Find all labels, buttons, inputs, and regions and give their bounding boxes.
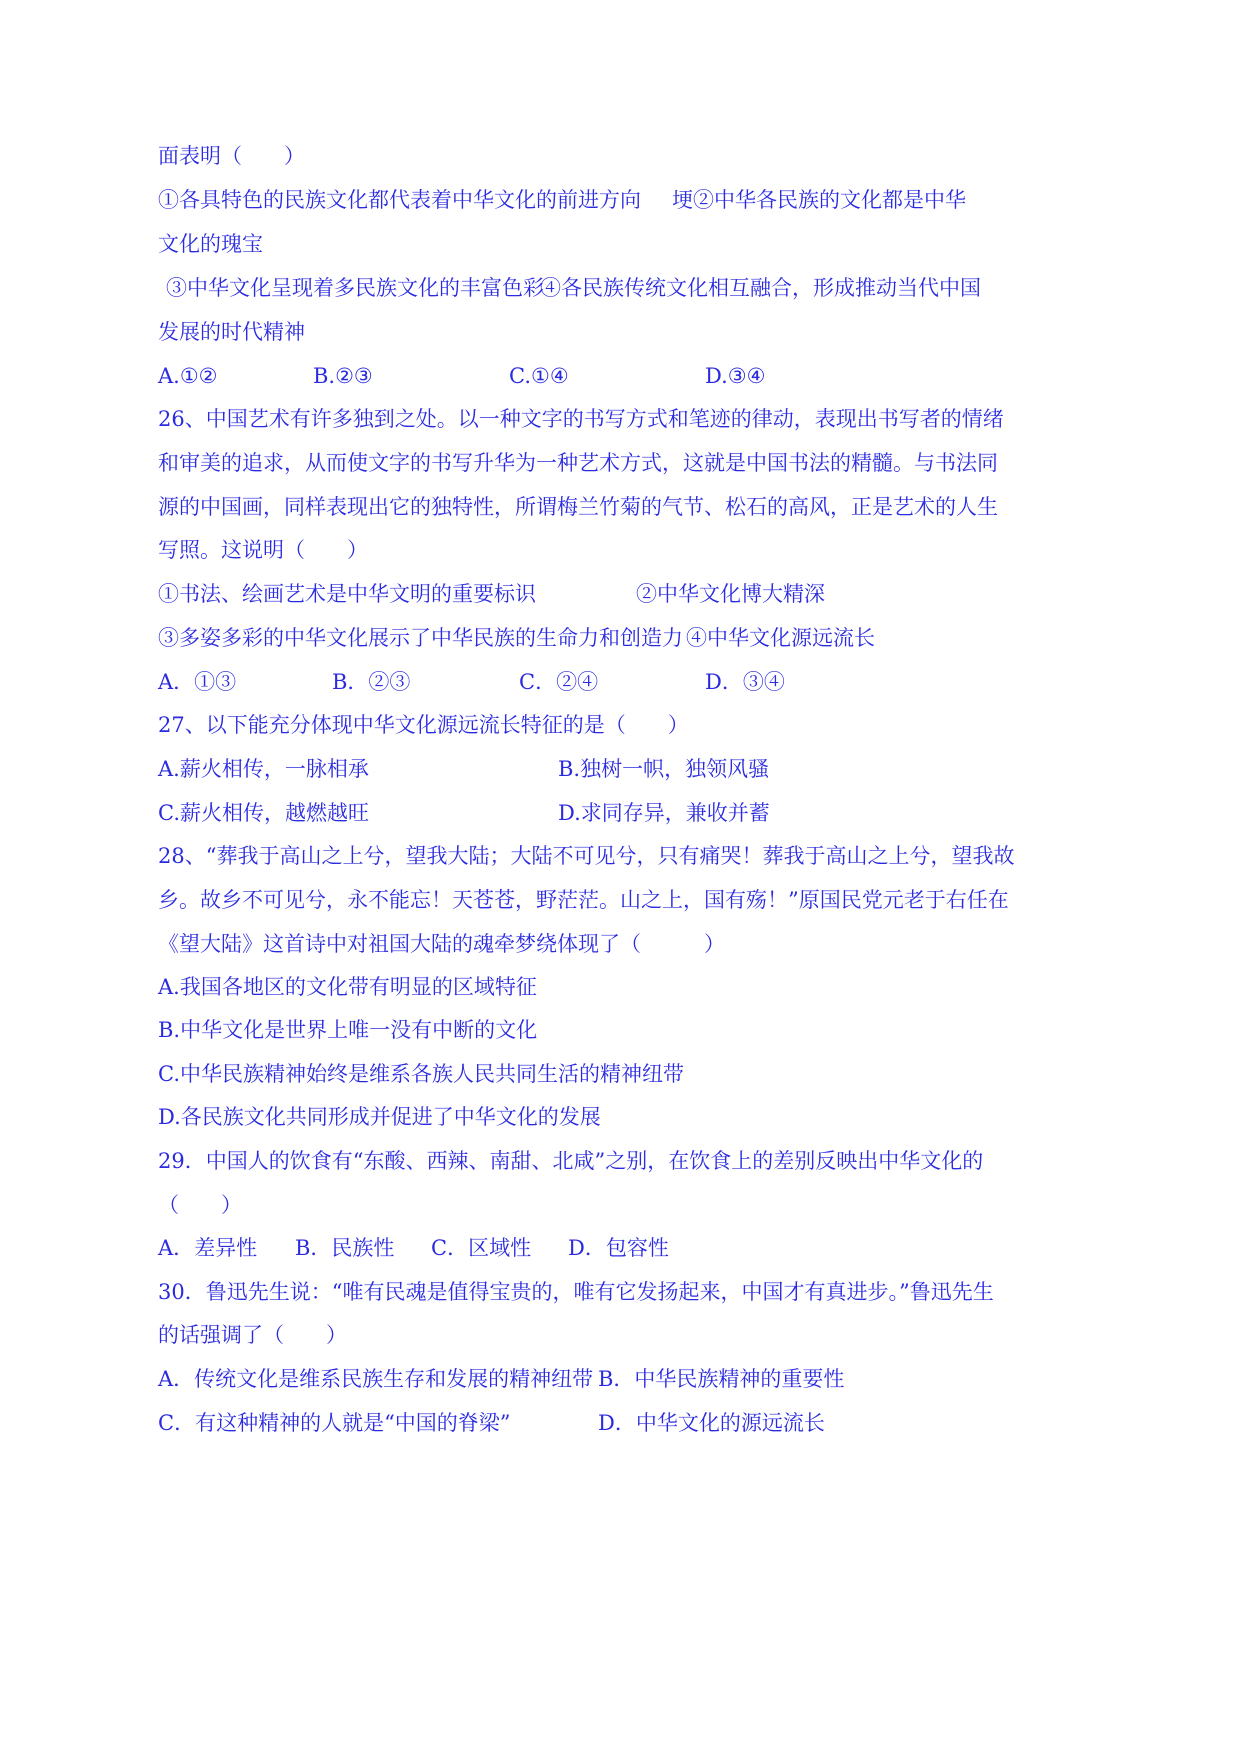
q30-stem-line-2: 的话强调了（ ）	[158, 1323, 347, 1347]
q29-stem-line-1: 29．中国人的饮食有“东酸、西辣、南甜、北咸”之别，在饮食上的差别反映出中华文化的	[158, 1149, 984, 1173]
q29-choice-a: A．差异性	[158, 1236, 258, 1260]
q27-choice-d: D.求同存异，兼收并蓄	[558, 801, 770, 825]
q25-option-2-continued: 文化的瑰宝	[158, 232, 263, 256]
q25-option-4: ④各民族传统文化相互融合，形成推动当代中国	[540, 276, 981, 300]
q27-choice-c: C.薪火相传，越燃越旺	[158, 801, 369, 825]
q25-choice-a: A.①②	[158, 364, 218, 388]
q26-option-3: ③多姿多彩的中华文化展示了中华民族的生命力和创造力	[158, 626, 683, 650]
q27-choice-b: B.独树一帜，独领风骚	[558, 757, 770, 781]
q25-option-4-continued: 发展的时代精神	[158, 320, 305, 344]
q30-choice-b: B．中华民族精神的重要性	[598, 1367, 845, 1391]
q25-option-1: ①各具特色的民族文化都代表着中华文化的前进方向	[158, 188, 641, 212]
q28-stem-line-1: 28、“葬我于高山之上兮，望我大陆；大陆不可见兮，只有痛哭！葬我于高山之上兮，望我故	[158, 844, 1015, 868]
q26-stem-line-4: 写照。这说明（ ）	[158, 538, 368, 562]
q29-choice-c: C．区域性	[431, 1236, 532, 1260]
q25-option-3: ③中华文化呈现着多民族文化的丰富色彩	[166, 276, 544, 300]
q30-stem-line-1: 30．鲁迅先生说：“唯有民魂是值得宝贵的，唯有它发扬起来，中国才有真进步。”鲁迅先生	[158, 1280, 994, 1304]
q30-choice-c: C．有这种精神的人就是“中国的脊梁”	[158, 1411, 511, 1435]
q26-option-4: ④中华文化源远流长	[686, 626, 875, 650]
q28-choice-b: B.中华文化是世界上唯一没有中断的文化	[158, 1018, 538, 1042]
q25-choice-b: B.②③	[313, 364, 373, 388]
q26-stem-line-3: 源的中国画，同样表现出它的独特性，所谓梅兰竹菊的气节、松石的高风，正是艺术的人生	[158, 495, 998, 519]
q28-choice-c: C.中华民族精神始终是维系各族人民共同生活的精神纽带	[158, 1062, 684, 1086]
q30-choice-d: D．中华文化的源远流长	[598, 1411, 825, 1435]
q28-choice-a: A.我国各地区的文化带有明显的区域特征	[158, 975, 537, 999]
q25-stem-end: 面表明（ ）	[158, 144, 305, 168]
q28-stem-line-2: 乡。故乡不可见兮，永不能忘！天苍苍，野茫茫。山之上，国有殇！”原国民党元老于右任在	[158, 888, 1009, 912]
q27-stem: 27、以下能充分体现中华文化源远流长特征的是（ ）	[158, 713, 689, 737]
q27-choice-a: A.薪火相传，一脉相承	[158, 757, 369, 781]
q26-stem-line-1: 26、中国艺术有许多独到之处。以一种文字的书写方式和笔迹的律动，表现出书写者的情绪	[158, 407, 1004, 431]
q25-option-2: 埂②中华各民族的文化都是中华	[672, 188, 966, 212]
q26-choice-b: B．②③	[332, 670, 411, 694]
q26-stem-line-2: 和审美的追求，从而使文字的书写升华为一种艺术方式，这就是中国书法的精髓。与书法同	[158, 451, 998, 475]
q29-choice-d: D．包容性	[568, 1236, 669, 1260]
q26-option-2: ②中华文化博大精深	[636, 582, 825, 606]
q28-choice-d: D.各民族文化共同形成并促进了中华文化的发展	[158, 1105, 601, 1129]
q26-choice-c: C．②④	[519, 670, 599, 694]
q26-choice-a: A．①③	[158, 670, 237, 694]
q30-choice-a: A．传统文化是维系民族生存和发展的精神纽带	[158, 1367, 594, 1391]
q25-choice-c: C.①④	[509, 364, 569, 388]
q26-choice-d: D．③④	[705, 670, 785, 694]
q25-choice-d: D.③④	[705, 364, 766, 388]
q29-choice-b: B．民族性	[295, 1236, 395, 1260]
q29-stem-line-2: （ ）	[158, 1193, 242, 1217]
q28-stem-line-3: 《望大陆》这首诗中对祖国大陆的魂牵梦绕体现了（ ）	[158, 932, 725, 956]
q26-option-1: ①书法、绘画艺术是中华文明的重要标识	[158, 582, 536, 606]
